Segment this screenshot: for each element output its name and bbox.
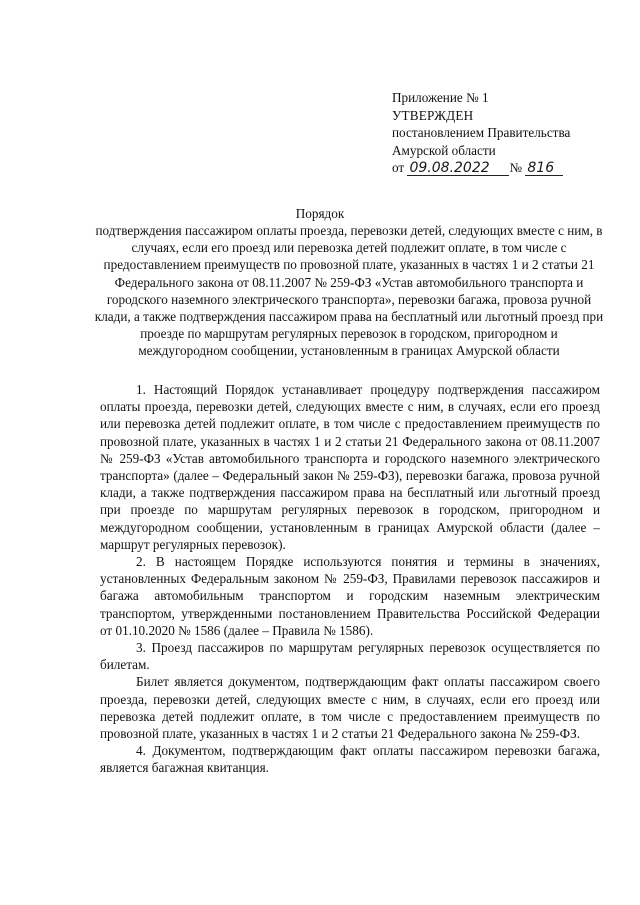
document-title: Порядок — [295, 206, 345, 221]
document-subtitle: подтверждения пассажиром оплаты проезда, перевозки детей, следующих вместе с ним, в случаях, если его проезд или перевозка детей подлежит оплате, в том числе с предоставлением преимуществ по провозной плате, указанных в частях 1 и 2 статьи 21 Федерального закона от 08.11.2007 № 259-ФЗ «Устав автомобильного транспорта и городского наземного электрического транспорта», перевозки багажа, провоза ручной клади, а также подтверждения пассажиром права на бесплатный или льготный проезд при проезде по маршрутам регулярных перевозок в городском, пригородном и междугородном сообщении, установленным в границах Амурской области — [94, 223, 604, 359]
handwritten-date: 09.08.2022 — [407, 161, 509, 176]
number-sign: № — [509, 160, 523, 175]
approved-by-line-2: Амурской области — [392, 142, 496, 158]
paragraph-ticket: Билет является документом, подтверждающим факт оплаты пассажиром своего проезда, перевозки детей, следующих вместе с ним, в случаях, если его проезд или перевозка детей подлежит оплате, в том числе с предоставлением преимуществ по провозной плате, указанных в частях 1 и 2 статьи 21 Федерального закона № 259-ФЗ. — [100, 674, 600, 742]
approved-by-line-1: постановлением Правительства — [392, 125, 571, 140]
date-number-line — [392, 159, 622, 177]
paragraph-2: 2. В настоящем Порядке используются понятия и термины в значениях, установленных Федеральным законом № 259-ФЗ, Правилами перевозок пассажиров и багажа автомобильным транспортом и городским наземным электрическим транспортом, утвержденными постановлением Правительства Российской Федерации от 01.10.2020 № 1586 (далее – Правила № 1586). — [100, 554, 600, 638]
paragraph-1: 1. Настоящий Порядок устанавливает процедуру подтверждения пассажиром оплаты проезда, перевозки детей, следующих вместе с ним, в случаях, если его проезд или перевозка детей подлежит оплате, в том числе с предоставлением преимуществ по провозной плате, указанных в частях 1 и 2 статьи 21 Федерального закона от 08.11.2007 № 259-ФЗ «Устав автомобильного транспорта и городского наземного электрического транспорта» (далее – Федеральный закон № 259-ФЗ), перевозки багажа, провоза ручной клади, а также подтверждения пассажиром права на бесплатный или льготный проезд при проезде по маршрутам регулярных перевозок в городском, пригородном и междугородном сообщении, установленным в границах Амурской области (далее – маршрут регулярных перевозок). — [100, 382, 600, 552]
from-prefix: от — [392, 160, 405, 175]
document-body — [100, 381, 600, 777]
paragraph-3: 3. Проезд пассажиров по маршрутам регулярных перевозок осуществляется по билетам. — [100, 640, 600, 673]
approved-label: УТВЕРЖДЕН — [392, 107, 474, 123]
handwritten-number: 816 — [525, 161, 563, 176]
appendix-label: Приложение № 1 — [392, 90, 489, 105]
paragraph-4: 4. Документом, подтверждающим факт оплаты пассажиром перевозки багажа, является багажная квитанция. — [100, 743, 600, 776]
approval-block — [392, 89, 622, 177]
